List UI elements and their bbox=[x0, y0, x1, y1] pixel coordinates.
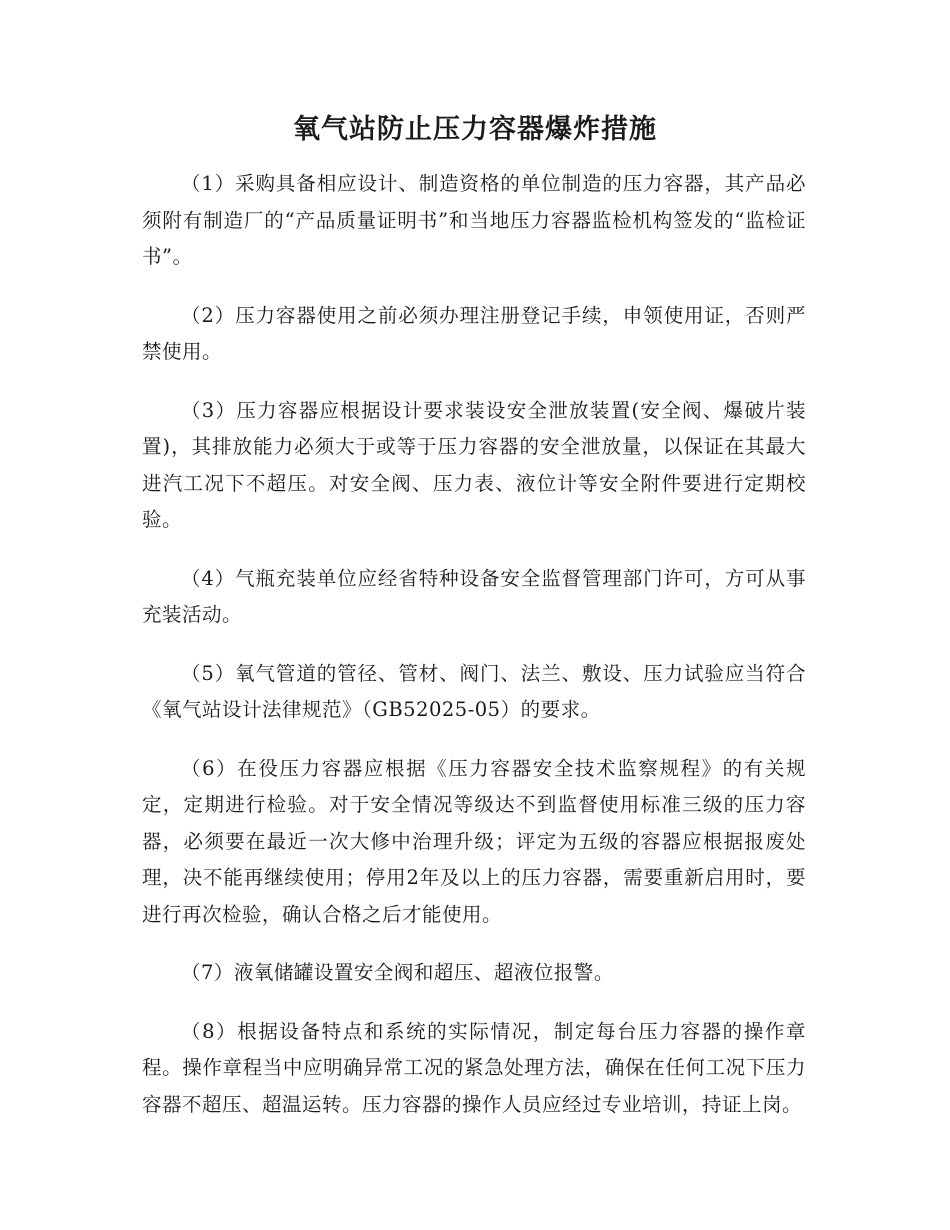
paragraph-3: （3）压力容器应根据设计要求装设安全泄放装置(安全阀、爆破片装置)，其排放能力必须大于或等于压力容器的安全泄放量，以保证在其最大进汽工况下不超压。对安全阀、压力表、液位计等安全附件要进行定期校验。 bbox=[142, 398, 806, 531]
paragraph-7: （7）液氧储罐设置安全阀和超压、超液位报警。 bbox=[181, 961, 614, 984]
document-body bbox=[142, 166, 806, 1145]
paragraph-8: （8）根据设备特点和系统的实际情况，制定每台压力容器的操作章程。操作章程当中应明确异常工况的紧急处理方法，确保在任何工况下压力容器不超压、超温运转。压力容器的操作人员应经过专业培训，持证上岗。 bbox=[142, 1019, 806, 1116]
paragraph-1: （1）采购具备相应设计、制造资格的单位制造的压力容器，其产品必须附有制造厂的“产品质量证明书”和当地压力容器监检机构签发的“监检证书”。 bbox=[142, 172, 806, 268]
paragraph-6: （6）在役压力容器应根据《压力容器安全技术监察规程》的有关规定，定期进行检验。对于安全情况等级达不到监督使用标准三级的压力容器，必须要在最近一次大修中治理升级；评定为五级的容器应根据报废处理，决不能再继续使用；停用2年及以上的压力容器，需要重新启用时，要进行再次检验，确认合格之后才能使用。 bbox=[142, 756, 806, 926]
paragraph-4: （4）气瓶充装单位应经省特种设备安全监督管理部门许可，方可从事充装活动。 bbox=[142, 566, 806, 626]
paragraph-2: （2）压力容器使用之前必须办理注册登记手续，申领使用证，否则严禁使用。 bbox=[142, 303, 806, 363]
document-title: 氧气站防止压力容器爆炸措施 bbox=[293, 114, 657, 145]
paragraph-5: （5）氧气管道的管径、管材、阀门、法兰、敷设、压力试验应当符合《氧气站设计法律规范》（GB52025-05）的要求。 bbox=[142, 661, 806, 721]
